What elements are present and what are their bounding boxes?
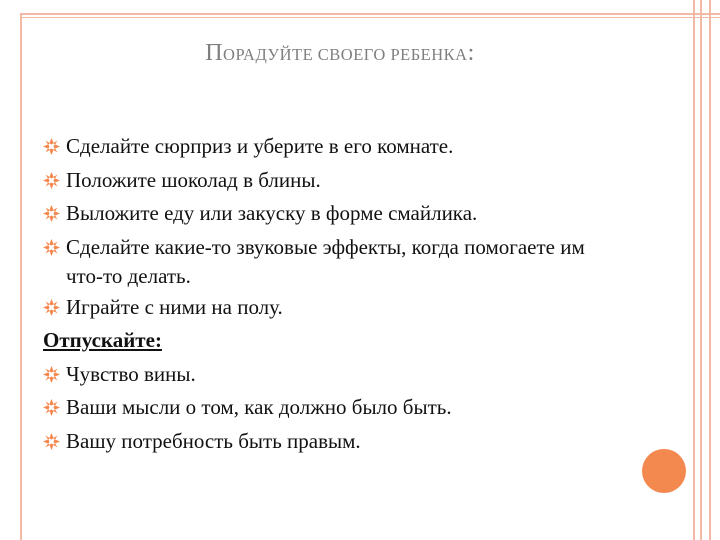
frame-line-right-far — [709, 0, 711, 540]
title-colon: : — [467, 40, 475, 66]
list-item — [43, 425, 643, 459]
list-item — [43, 391, 643, 425]
title-rest: ОРАДУЙТЕ СВОЕГО РЕБЕНКА — [223, 45, 468, 64]
orange-circle-decoration — [642, 449, 686, 493]
list-item-text: Ваши мысли о том, как должно было быть. — [66, 395, 452, 419]
list-item-text: Сделайте какие-то звуковые эффекты, когда помогаете им что-то делать. — [66, 234, 585, 288]
flower-bullet-icon — [43, 239, 60, 256]
flower-bullet-icon — [43, 366, 60, 383]
list-item-text: Сделайте сюрприз и уберите в его комнате. — [66, 134, 454, 158]
flower-bullet-icon — [43, 205, 60, 222]
list-item-text: Положите шоколад в блины. — [66, 167, 321, 192]
flower-bullet-icon — [43, 299, 60, 316]
flower-bullet-icon — [43, 399, 60, 416]
slide-content — [43, 130, 643, 458]
frame-line-top-inner — [20, 17, 720, 18]
frame-line-left — [20, 13, 22, 540]
frame-line-right-inner — [700, 0, 702, 540]
list-item-text: Играйте с ними на полу. — [66, 294, 283, 319]
list-item — [43, 231, 606, 291]
list-item — [43, 130, 643, 164]
flower-bullet-icon — [43, 138, 60, 155]
list-item — [43, 291, 643, 325]
list-item — [43, 358, 643, 392]
flower-bullet-icon — [43, 172, 60, 189]
list-item — [43, 164, 643, 198]
frame-line-right-outer — [693, 0, 695, 540]
release-heading: Отпускайте: — [43, 328, 162, 352]
slide-title — [0, 40, 680, 67]
list-item-text: Выложите еду или закуску в форме смайлика. — [66, 201, 478, 225]
list-item — [43, 197, 643, 231]
list-item-text: Вашу потребность быть правым. — [66, 428, 361, 453]
frame-line-top — [20, 13, 720, 15]
flower-bullet-icon — [43, 433, 60, 450]
list-item-text: Чувство вины. — [66, 361, 196, 386]
title-cap: П — [205, 40, 224, 66]
